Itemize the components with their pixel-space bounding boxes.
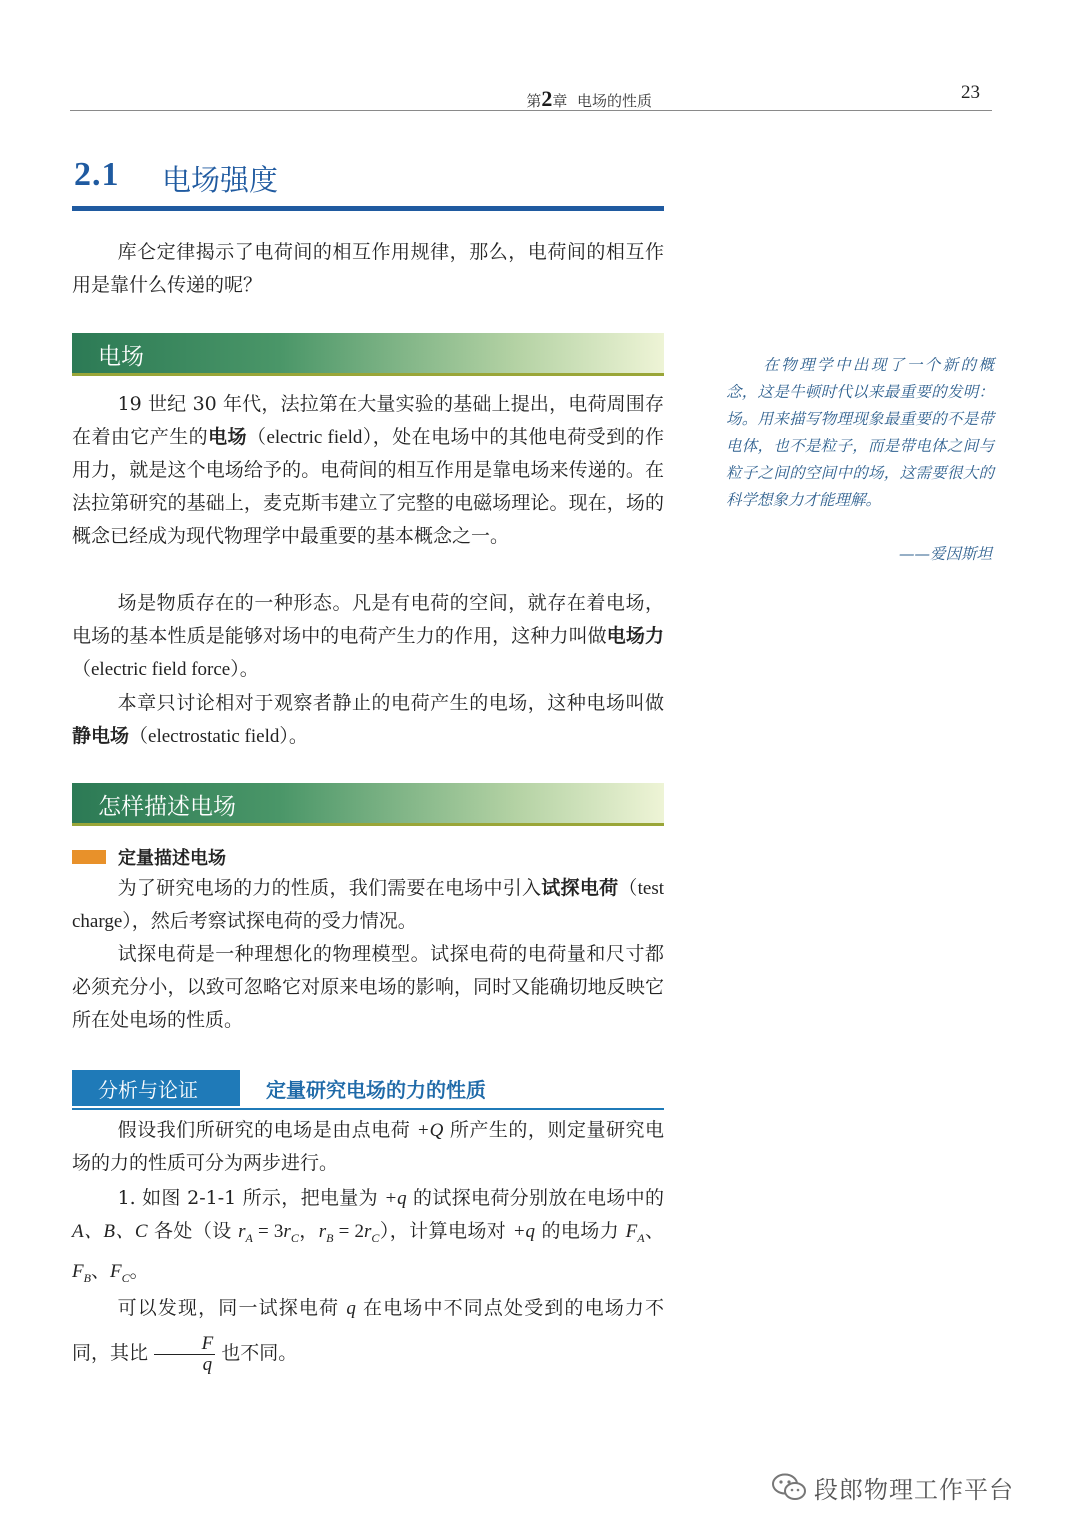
analysis-tag — [72, 1070, 240, 1106]
banner-electric-field — [72, 333, 664, 376]
term-en: （test charge） — [72, 878, 664, 932]
chapter-suffix: 章 — [552, 92, 568, 110]
symbol-plus-q: +q — [512, 1221, 536, 1242]
analysis-title: 定量研究电场的力的性质 — [266, 1078, 486, 1102]
field-paragraph-3 — [72, 687, 664, 753]
text-run: 也不同。 — [221, 1342, 298, 1364]
analysis-paragraph-2 — [72, 1182, 664, 1295]
subscript: A — [245, 1230, 253, 1245]
side-quote: 在物理学中出现了一个新的概念，这是牛顿时代以来最重要的发明：场。用来描写物理现象最重要的不是带电体，也不是粒子，而是带电体之间与粒子之间的空间中的场，这需要很大的科学想象力才能理解。 — [726, 356, 994, 509]
analysis-bar — [72, 1070, 664, 1110]
term-en: （electric field） — [247, 427, 373, 448]
text-run: ， — [298, 1220, 319, 1242]
text-run: 1. 如图 2-1-1 所示，把电量为 — [117, 1187, 385, 1209]
text-run: ），计算电场对 — [379, 1220, 513, 1242]
term-electric-field-force: 电场力 — [606, 625, 664, 647]
subscript: C — [121, 1270, 130, 1285]
subheading — [72, 845, 372, 871]
text-run: 。 — [129, 1259, 149, 1282]
watermark — [770, 1468, 1040, 1508]
text-run: 所产生的，则定量研究电场的力的性质可分为两步进行。 — [72, 1119, 664, 1174]
analysis-tag-label: 分析与论证 — [98, 1078, 198, 1102]
subheading-marker — [72, 850, 106, 864]
subscript: C — [371, 1230, 380, 1245]
symbol-plus-Q: +Q — [416, 1120, 444, 1141]
text-run: 的试探电荷分别放在电场中的 — [406, 1187, 664, 1209]
text-run: 各处（设 — [147, 1220, 239, 1242]
symbol-r: r — [283, 1221, 291, 1242]
watermark-text: 段郎物理工作平台 — [814, 1476, 1014, 1504]
text-run: 假设我们所研究的电场是由点电荷 — [117, 1119, 417, 1141]
fraction-numerator: F — [154, 1334, 215, 1355]
symbol-F: F — [625, 1221, 638, 1242]
intro-paragraph: 库仑定律揭示了电荷间的相互作用规律，那么，电荷间的相互作用是靠什么传递的呢？ — [72, 241, 664, 296]
text-run: ，处在电场中的其他电荷受到的作用力，就是这个电场给予的。电荷间的相互作用是靠电场来传递的。在法拉第研究的基础上，麦克斯韦建立了完整的电磁场理论。现在，场的概念已经成为现代物理学中最重要的基本概念之一。 — [72, 426, 664, 547]
text-run: = 2 — [333, 1221, 364, 1242]
fraction-denominator: q — [202, 1353, 213, 1375]
symbol-r: r — [363, 1221, 372, 1242]
subheading-text: 定量描述电场 — [118, 848, 226, 869]
text-run: 。 — [239, 658, 259, 680]
chapter-prefix: 第 — [526, 92, 542, 110]
subscript: A — [637, 1230, 645, 1245]
field-paragraph-1 — [72, 388, 664, 553]
text-run: 。 — [288, 725, 308, 747]
quote-author: ——爱因斯坦 — [898, 545, 992, 563]
text-run: 、 — [90, 1259, 110, 1282]
subscript: B — [326, 1230, 334, 1245]
text-run: 场是物质存在的一种形态。凡是有电荷的空间，就存在着电场，电场的基本性质是能够对场中的电荷产生力的作用，这种力叫做 — [72, 592, 664, 647]
text-run: 、 — [644, 1220, 664, 1242]
fraction-F-over-q — [154, 1334, 215, 1375]
text-run: 为了研究电场的力的性质，我们需要在电场中引入 — [117, 877, 542, 899]
section-number: 2.1 — [74, 156, 120, 193]
banner-electric-field-label: 电场 — [98, 344, 144, 370]
term-en: （electrostatic field） — [129, 726, 289, 747]
symbol-plus-q: +q — [384, 1188, 407, 1209]
term-electric-field: 电场 — [208, 426, 247, 448]
symbol-F: F — [72, 1260, 84, 1282]
text-run: 的电场力 — [535, 1220, 626, 1242]
symbol-r: r — [318, 1221, 327, 1242]
banner-describe-field — [72, 783, 664, 826]
banner-describe-field-label: 怎样描述电场 — [98, 794, 236, 820]
chapter-label — [526, 86, 652, 112]
subscript: B — [83, 1270, 91, 1285]
term-test-charge: 试探电荷 — [541, 877, 619, 899]
text-run: 可以发现，同一试探电荷 — [117, 1297, 347, 1319]
symbol-r: r — [238, 1221, 246, 1242]
page-number: 23 — [961, 82, 980, 103]
symbol-F: F — [109, 1260, 122, 1282]
term-en: （electric field force） — [72, 659, 240, 680]
analysis-paragraph-1 — [72, 1114, 664, 1180]
text-run: 本章只讨论相对于观察者静止的电荷产生的电场，这种电场叫做 — [117, 692, 664, 714]
subscript: C — [290, 1230, 299, 1245]
section-name: 电场强度 — [162, 163, 279, 197]
symbol-q: q — [346, 1298, 356, 1319]
text-run: ，然后考察试探电荷的受力情况。 — [131, 910, 417, 932]
field-paragraph-2 — [72, 587, 664, 686]
running-header — [70, 80, 992, 111]
analysis-paragraph-3 — [72, 1286, 664, 1375]
describe-paragraph-1 — [72, 872, 664, 938]
section-title — [72, 152, 664, 211]
text-run: = 3 — [252, 1221, 284, 1242]
text-run: 19 世纪 30 年代，法拉第在大量实验的基础上提出，电荷周围存在着由它产生的 — [72, 393, 664, 448]
describe-paragraph-2: 试探电荷是一种理想化的物理模型。试探电荷的电荷量和尺寸都必须充分小，以致可忽略它对原来电场的影响，同时又能确切地反映它所在处电场的性质。 — [72, 943, 664, 1031]
chapter-title: 电场的性质 — [576, 92, 652, 110]
text-run: 在电场中不同点处受到的电场力不同，其比 — [72, 1297, 665, 1364]
chapter-number: 2 — [541, 86, 553, 111]
term-electrostatic-field: 静电场 — [72, 725, 130, 747]
points-abc: A、B、C — [72, 1221, 148, 1242]
wechat-icon — [770, 1472, 808, 1502]
